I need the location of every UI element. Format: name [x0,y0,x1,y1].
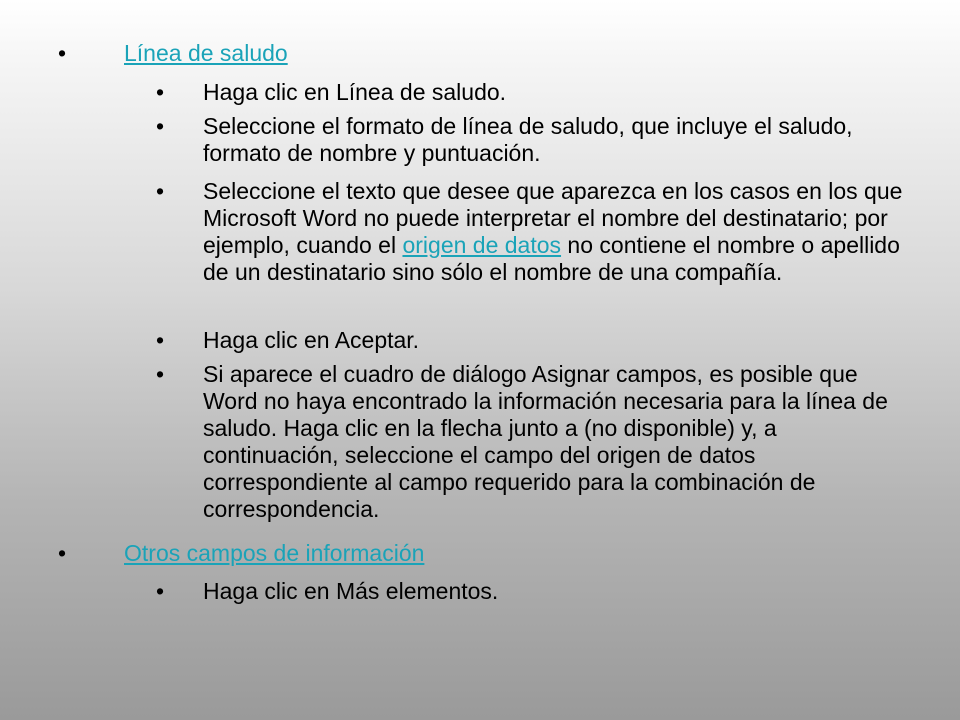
list-item-text: Haga clic en Aceptar. [203,327,420,353]
link-linea-de-saludo[interactable]: Línea de saludo [124,40,288,66]
list-item-text: Haga clic en Más elementos. [203,578,499,604]
bullet: • [156,113,165,139]
list-item-text: Seleccione el formato de línea de saludo, que incluye el saludo, formato de nombre y puntuación. [203,113,853,166]
list-item-text-before: Seleccione el texto que desee que aparezca en los casos en los que Microsoft Word no puede interpretar el nombre del destinatario; por ejemplo, cuando el [203,178,903,258]
bullet: • [156,578,165,604]
bullet: • [156,361,165,387]
list-item [156,361,916,523]
bullet: • [156,79,165,105]
list-item [156,79,916,106]
list-item-text [203,178,903,286]
bullet: • [58,540,67,566]
list-item [156,113,916,167]
list-item [156,327,916,354]
list-item-text: Haga clic en Línea de saludo. [203,79,507,105]
list-item-text: Si aparece el cuadro de diálogo Asignar campos, es posible que Word no haya encontrado la información necesaria para la línea de saludo. Haga clic en la flecha junto a (no disponible) y, a continuación, seleccione el campo del origen de datos correspondiente al campo requerido para la combinación de correspondencia. [203,361,888,522]
list-item [156,178,916,286]
link-otros-campos-de-informacion[interactable]: Otros campos de información [124,540,425,566]
bullet: • [156,327,165,353]
list-item [156,578,916,605]
link-origen-de-datos[interactable]: origen de datos [402,232,562,258]
list-item-text-after: no contiene el nombre o apellido de un destinatario sino sólo el nombre de una compañía. [203,232,900,285]
bullet: • [58,40,67,66]
bullet: • [156,178,165,204]
